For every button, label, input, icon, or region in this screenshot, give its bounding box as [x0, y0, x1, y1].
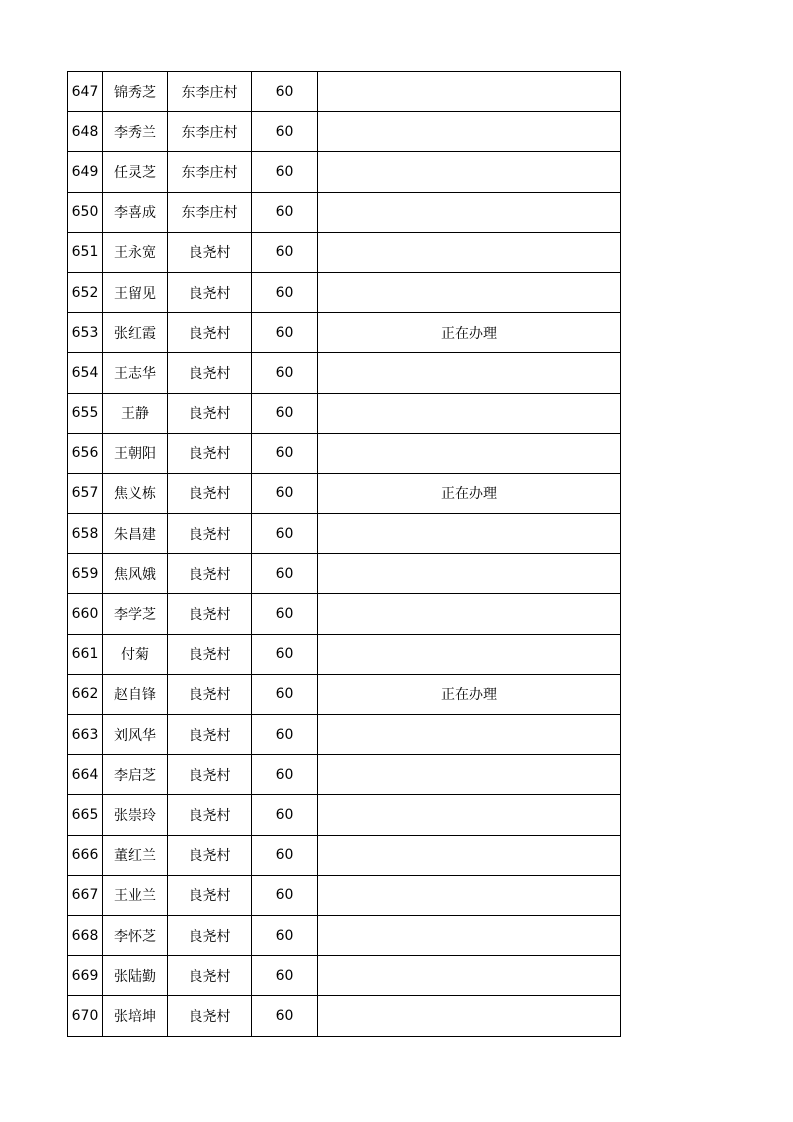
table-row	[68, 996, 621, 1036]
name-cell: 王业兰	[103, 875, 168, 915]
name-cell: 王志华	[103, 353, 168, 393]
village-cell: 良尧村	[168, 554, 252, 594]
note-cell	[318, 996, 621, 1036]
amount-cell: 60	[252, 996, 318, 1036]
name-cell: 王朝阳	[103, 433, 168, 473]
note-cell	[318, 272, 621, 312]
table-row	[68, 433, 621, 473]
table-row	[68, 353, 621, 393]
name-cell: 李学芝	[103, 594, 168, 634]
row-number-cell: 648	[68, 112, 103, 152]
note-cell	[318, 72, 621, 112]
note-cell	[318, 795, 621, 835]
amount-cell: 60	[252, 272, 318, 312]
amount-cell: 60	[252, 152, 318, 192]
table-row	[68, 755, 621, 795]
name-cell: 刘风华	[103, 715, 168, 755]
name-cell: 王留见	[103, 272, 168, 312]
village-cell: 良尧村	[168, 835, 252, 875]
table-row	[68, 313, 621, 353]
note-cell	[318, 433, 621, 473]
note-cell	[318, 835, 621, 875]
note-cell: 正在办理	[318, 313, 621, 353]
village-cell: 良尧村	[168, 473, 252, 513]
note-cell	[318, 915, 621, 955]
row-number-cell: 657	[68, 473, 103, 513]
table-row	[68, 192, 621, 232]
name-cell: 王静	[103, 393, 168, 433]
table-row	[68, 835, 621, 875]
row-number-cell: 650	[68, 192, 103, 232]
amount-cell: 60	[252, 715, 318, 755]
amount-cell: 60	[252, 795, 318, 835]
village-cell: 良尧村	[168, 433, 252, 473]
amount-cell: 60	[252, 634, 318, 674]
name-cell: 焦风娥	[103, 554, 168, 594]
row-number-cell: 651	[68, 232, 103, 272]
row-number-cell: 666	[68, 835, 103, 875]
table-row	[68, 594, 621, 634]
row-number-cell: 652	[68, 272, 103, 312]
amount-cell: 60	[252, 594, 318, 634]
name-cell: 任灵芝	[103, 152, 168, 192]
row-number-cell: 670	[68, 996, 103, 1036]
table-row	[68, 393, 621, 433]
row-number-cell: 659	[68, 554, 103, 594]
name-cell: 张培坤	[103, 996, 168, 1036]
name-cell: 张红霞	[103, 313, 168, 353]
amount-cell: 60	[252, 232, 318, 272]
amount-cell: 60	[252, 514, 318, 554]
village-cell: 良尧村	[168, 514, 252, 554]
note-cell	[318, 634, 621, 674]
note-cell	[318, 353, 621, 393]
row-number-cell: 669	[68, 956, 103, 996]
amount-cell: 60	[252, 674, 318, 714]
table-row	[68, 272, 621, 312]
row-number-cell: 653	[68, 313, 103, 353]
table-row	[68, 795, 621, 835]
note-cell	[318, 755, 621, 795]
table-row	[68, 473, 621, 513]
amount-cell: 60	[252, 755, 318, 795]
row-number-cell: 664	[68, 755, 103, 795]
table-row	[68, 554, 621, 594]
row-number-cell: 656	[68, 433, 103, 473]
village-cell: 良尧村	[168, 232, 252, 272]
village-cell: 东李庄村	[168, 152, 252, 192]
row-number-cell: 660	[68, 594, 103, 634]
village-cell: 良尧村	[168, 755, 252, 795]
amount-cell: 60	[252, 835, 318, 875]
amount-cell: 60	[252, 313, 318, 353]
note-cell: 正在办理	[318, 674, 621, 714]
note-cell	[318, 554, 621, 594]
note-cell	[318, 152, 621, 192]
note-cell	[318, 232, 621, 272]
table-row	[68, 674, 621, 714]
row-number-cell: 661	[68, 634, 103, 674]
note-cell	[318, 715, 621, 755]
amount-cell: 60	[252, 875, 318, 915]
name-cell: 付菊	[103, 634, 168, 674]
village-cell: 良尧村	[168, 795, 252, 835]
row-number-cell: 663	[68, 715, 103, 755]
village-cell: 良尧村	[168, 875, 252, 915]
name-cell: 焦义栋	[103, 473, 168, 513]
row-number-cell: 647	[68, 72, 103, 112]
village-cell: 东李庄村	[168, 72, 252, 112]
village-cell: 良尧村	[168, 956, 252, 996]
table-row	[68, 152, 621, 192]
village-cell: 良尧村	[168, 996, 252, 1036]
village-cell: 良尧村	[168, 272, 252, 312]
row-number-cell: 655	[68, 393, 103, 433]
table-row	[68, 956, 621, 996]
name-cell: 李启芝	[103, 755, 168, 795]
name-cell: 李喜成	[103, 192, 168, 232]
table-row	[68, 715, 621, 755]
note-cell	[318, 112, 621, 152]
row-number-cell: 662	[68, 674, 103, 714]
amount-cell: 60	[252, 915, 318, 955]
village-cell: 良尧村	[168, 715, 252, 755]
row-number-cell: 665	[68, 795, 103, 835]
amount-cell: 60	[252, 112, 318, 152]
note-cell	[318, 956, 621, 996]
row-number-cell: 654	[68, 353, 103, 393]
village-cell: 良尧村	[168, 594, 252, 634]
table-row	[68, 915, 621, 955]
village-cell: 良尧村	[168, 674, 252, 714]
row-number-cell: 658	[68, 514, 103, 554]
note-cell	[318, 875, 621, 915]
village-cell: 良尧村	[168, 353, 252, 393]
row-number-cell: 668	[68, 915, 103, 955]
village-cell: 良尧村	[168, 915, 252, 955]
name-cell: 张崇玲	[103, 795, 168, 835]
amount-cell: 60	[252, 554, 318, 594]
amount-cell: 60	[252, 473, 318, 513]
table-row	[68, 875, 621, 915]
table-row	[68, 514, 621, 554]
amount-cell: 60	[252, 353, 318, 393]
roster-table	[67, 71, 621, 1037]
table-row	[68, 72, 621, 112]
note-cell: 正在办理	[318, 473, 621, 513]
village-cell: 良尧村	[168, 313, 252, 353]
note-cell	[318, 393, 621, 433]
table-row	[68, 112, 621, 152]
village-cell: 良尧村	[168, 634, 252, 674]
amount-cell: 60	[252, 433, 318, 473]
name-cell: 锦秀芝	[103, 72, 168, 112]
table-row	[68, 232, 621, 272]
name-cell: 董红兰	[103, 835, 168, 875]
row-number-cell: 667	[68, 875, 103, 915]
amount-cell: 60	[252, 72, 318, 112]
name-cell: 张陆勤	[103, 956, 168, 996]
village-cell: 东李庄村	[168, 112, 252, 152]
note-cell	[318, 514, 621, 554]
name-cell: 赵自锋	[103, 674, 168, 714]
name-cell: 王永宽	[103, 232, 168, 272]
amount-cell: 60	[252, 393, 318, 433]
village-cell: 东李庄村	[168, 192, 252, 232]
amount-cell: 60	[252, 956, 318, 996]
name-cell: 李秀兰	[103, 112, 168, 152]
note-cell	[318, 594, 621, 634]
name-cell: 李怀芝	[103, 915, 168, 955]
village-cell: 良尧村	[168, 393, 252, 433]
note-cell	[318, 192, 621, 232]
name-cell: 朱昌建	[103, 514, 168, 554]
roster-table-body	[68, 72, 621, 1037]
table-row	[68, 634, 621, 674]
amount-cell: 60	[252, 192, 318, 232]
row-number-cell: 649	[68, 152, 103, 192]
